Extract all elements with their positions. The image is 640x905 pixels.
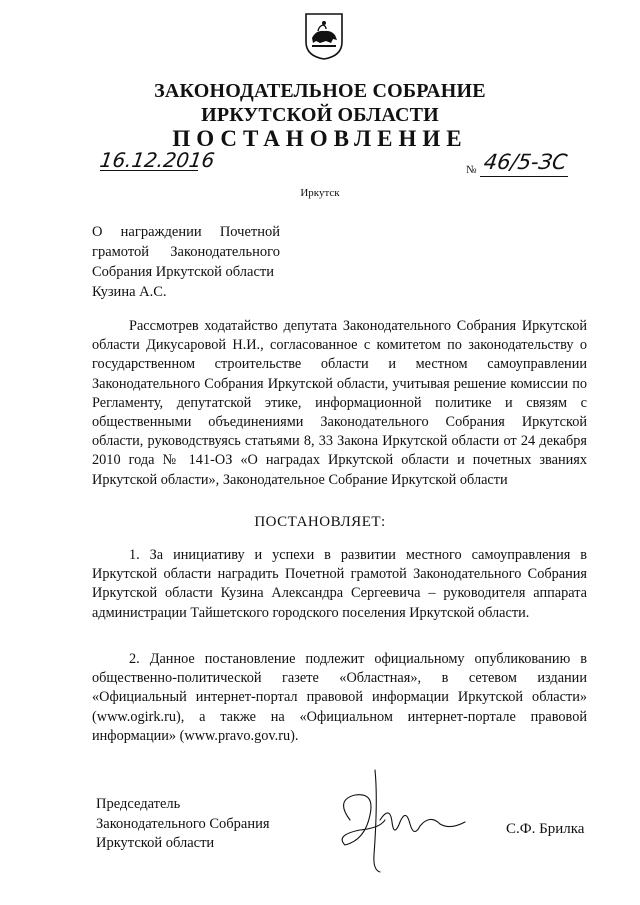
signatory-title-line: Председатель (96, 796, 181, 812)
document-number: 46/5-ЗС (482, 150, 569, 174)
signatory-title-line: Иркутской области (96, 835, 215, 851)
document-subject (92, 222, 280, 302)
preamble-paragraph: Рассмотрев ходатайство депутата Законодательного Собрания Иркутской области Дикусаровой Н.И., согласованное с комитетом по законодательству о государственном строительстве области и местном самоуправлении Законодательного Собрания Иркутской области, учитывая решение комиссии по Регламенту, депутатской этике, информационной политике и связям с общественными объединениями Законодательного Собрания Иркутской области, руководствуясь статьями 8, 33 Закона Иркутской области от 24 декабря 2010 года № 141-ОЗ «О наградах Иркутской области и почетных званиях Иркутской области», Законодательное Собрание Иркутской области (92, 318, 587, 488)
resolves-heading: ПОСТАНОВЛЯЕТ: (254, 514, 386, 530)
org-name-line1: ЗАКОНОДАТЕЛЬНОЕ СОБРАНИЕ (154, 80, 486, 102)
subject-line: Собрания Иркутской области (92, 264, 274, 280)
signatory-name: С.Ф. Брилка (506, 821, 585, 837)
resolution-item-2: 2. Данное постановление подлежит официальному опубликованию в общественно-политической газете «Областная», в сетевом издании «Официальный интернет-портал правовой информации Иркутской области» (www.ogirk.ru), а также на «Официальном интернет-портале правовой информации» (www.pravo.gov.ru). (92, 651, 587, 744)
resolution-item-1: 1. За инициативу и успехи в развитии местного самоуправления в Иркутской области наградить Почетной грамотой Законодательного Собрания Иркутской области Кузина Александра Сергеевича – руководителя аппарата администрации Тайшетского городского поселения Иркутской области. (92, 547, 587, 621)
signatory-title (96, 795, 270, 854)
subject-line: грамотой Законодательного (92, 244, 280, 260)
signatory-title-line: Законодательного Собрания (96, 815, 270, 832)
handwritten-signature (330, 760, 470, 880)
city-name: Иркутск (300, 187, 340, 199)
subject-line: Кузина А.С. (92, 284, 167, 300)
irkutsk-coat-of-arms-icon (304, 12, 344, 60)
org-name-line2: ИРКУТСКОЙ ОБЛАСТИ (201, 104, 439, 126)
number-underline (480, 176, 568, 177)
subject-line: О награждении Почетной (92, 224, 280, 240)
document-type: ПОСТАНОВЛЕНИЕ (172, 126, 468, 151)
date-underline (100, 170, 198, 171)
number-sign: № (466, 164, 477, 176)
document-date: 16.12.2016 (98, 148, 217, 172)
